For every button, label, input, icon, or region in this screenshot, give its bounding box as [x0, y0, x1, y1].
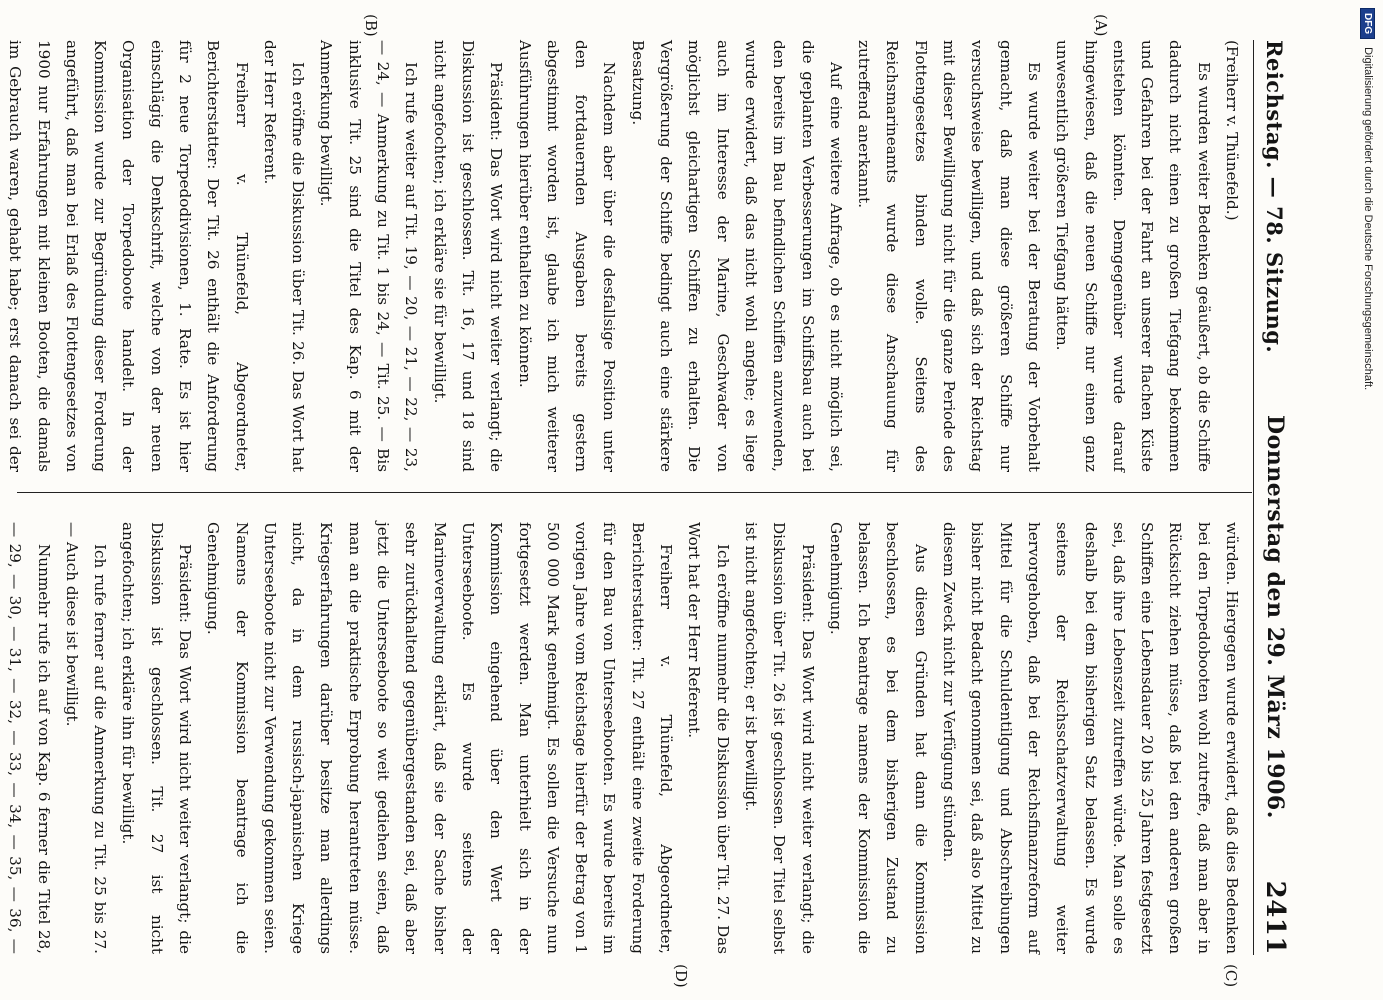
paragraph: (Freiherr v. Thünefeld.)	[1223, 40, 1241, 221]
margin-mark-a: (A)	[1092, 14, 1110, 37]
margin-mark-b: (B)	[362, 14, 380, 37]
page-number: 2411	[1260, 880, 1290, 955]
header-date: Donnerstag den 29. März 1906.	[1262, 414, 1288, 819]
margin-mark-c: (C)	[1222, 964, 1240, 988]
paragraph: Ich rufe ferner auf die Anmerkung zu Tit. 25 bis 27. — Auch diese ist bewilligt.	[62, 522, 110, 954]
dfg-logo: DFG	[1361, 8, 1376, 39]
margin-mark-d: (D)	[672, 964, 690, 988]
paragraph: Ich eröffne die Diskussion über Tit. 26. Das Wort hat der Herr Referent.	[260, 40, 308, 472]
paragraph: Ich eröffne nunmehr die Diskussion über Tit. 27. Das Wort hat der Herr Referent.	[685, 522, 732, 954]
column-divider	[17, 492, 1252, 493]
paragraph: Freiherr v. Thünefeld, Abgeordneter, Berichterstatter: Tit. 27 enthält eine zweite Forderung für den Bau von Unterseebooten. Es wurde bereits im vorigen Jahre vom Reichstage hierfür der Betrag von 1 500 000 Mark genehmigt. Es sollen die Versuche nun fortgesetzt werden. Man unterhielt sich in der Kommission eingehend über den Wert der Unterseeboote. Es wurde seitens der Marineverwaltung erklärt, daß sie der Sache bisher sehr zurückhaltend gegenübergestanden sei, daß aber jetzt die Unterseeboote so weit gediehen seien, daß man an die praktische Erprobung herantreten müsse. Kriegserfahrungen darüber besitze man allerdings nicht, da in dem russisch-japanischen Kriege Unterseeboote nicht zur Verwendung gekommen seien. Namens der Kommission beantrage ich die Genehmigung.	[204, 522, 676, 954]
paragraph: Nunmehr rufe ich auf von Kap. 6 ferner die Titel 28, — 29, — 30, — 31, — 32, — 33, — 34, — 35, — 36, —	[6, 522, 53, 954]
page-header	[1258, 40, 1292, 955]
left-column	[6, 40, 1246, 472]
digitization-credit	[1358, 8, 1378, 998]
paragraph: Nachdem aber über die desfallsige Position unter den fortdauernden Ausgaben bereits gestern abgestimmt worden ist, glaube ich mich weiterer Ausführungen hierüber enthalten zu können.	[515, 40, 619, 472]
paragraph: Ich rufe weiter auf Tit. 19, — 20, — 21, — 22, — 23, — 24, — Anmerkung zu Tit. 1 bis 24, — Tit. 25. — Bis inklusive Tit. 25 sind die Titel des Kap. 6 mit der Anmerkung bewilligt.	[317, 40, 421, 472]
paragraph: Freiherr v. Thünefeld, Abgeordneter, Berichterstatter: Der Tit. 26 enthält die Anforderung für 2 neue Torpedodivisionen, 1. Rate. Es ist hier einschlägig die Denkschrift, welche von der neuen Organisation der Torpedoboote handelt. In der Kommission wurde zur Begründung dieser Forderung angeführt, daß man bei Erlaß des Flottengesetzes von 1900 nur Erfahrungen mit kleinen Booten, die damals im Gebrauch waren, gehabt habe; erst danach sei der	[6, 40, 251, 472]
paragraph: Auf eine weitere Anfrage, ob es nicht möglich sei, die geplanten Verbesserungen im Schiffsbau auch bei den bereits im Bau befindlichen Schiffen anzuwenden, wurde erwidert, daß das nicht wohl angehe; es liege auch im Interesse der Marine, Geschwader von möglichst gleichartigen Schiffen zu erhalten. Die Vergrößerung der Schiffe bedingt auch eine stärkere Besatzung.	[628, 40, 845, 472]
paragraph: Präsident: Das Wort wird nicht weiter verlangt; die Diskussion ist geschlossen. Tit. 27 ist nicht angefochten; ich erkläre ihn für bewilligt.	[119, 522, 195, 954]
header-session: Reichstag. — 78. Sitzung.	[1262, 40, 1288, 354]
credit-text: Digitalisierung gefördert durch die Deutsche Forschungsgemeinschaft.	[1362, 47, 1374, 391]
header-rule	[1253, 40, 1254, 955]
paragraph: Präsident: Das Wort wird nicht weiter verlangt; die Diskussion über Tit. 26 ist geschlossen. Der Titel selbst ist nicht angefochten; er ist bewilligt.	[741, 522, 817, 954]
paragraph: Präsident: Das Wort wird nicht weiter verlangt; die Diskussion ist geschlossen. Tit. 16, 17 und 18 sind nicht angefochten; ich erkläre sie für bewilligt.	[430, 40, 506, 472]
right-column	[6, 522, 1246, 954]
paragraph: Es wurde weiter bei der Beratung der Vorbehalt gemacht, daß man diese größeren Schiffe nur versuchsweise bewilligen, und daß sich der Reichstag mit dieser Bewilligung nicht für die ganze Periode des Flottengesetzes binden wolle. Seitens des Reichsmarineamts wurde diese Anschauung für zutreffend anerkannt.	[855, 40, 1043, 472]
paragraph: Es wurden weiter Bedenken geäußert, ob die Schiffe dadurch nicht einen zu großen Tiefgang bekommen und Gefahren bei der Fahrt an unserer flachen Küste entstehen könnten. Demgegenüber wurde darauf hingewiesen, daß die neuen Schiffe nur einen ganz unwesentlich größeren Tiefgang hätten.	[1053, 40, 1213, 472]
paragraph: Aus diesen Gründen hat dann die Kommission beschlossen, es bei dem bisherigen Zustand zu belassen. Ich beantrage namens der Kommission die Genehmigung.	[826, 522, 930, 954]
paragraph: würden. Hiergegen wurde erwidert, daß dies Bedenken bei den Torpedobooten wohl zutreffe, daß man aber in Rücksicht ziehen müsse, daß bei den anderen großen Schiffen eine Lebensdauer 20 bis 25 Jahren festgesetzt sei, daß ihre Lebenszeit zutreffen würde. Man solle es deshalb bei dem bisherigen Satz belassen. Es wurde seitens der Reichsschatzverwaltung weiter hervorgehoben, daß bei der Reichsfinanzreform auf Mittel für die Schuldentilgung und Abschreibungen bisher nicht Bedacht genommen sei, daß also Mittel zu diesem Zweck nicht zur Verfügung stünden.	[940, 522, 1241, 954]
